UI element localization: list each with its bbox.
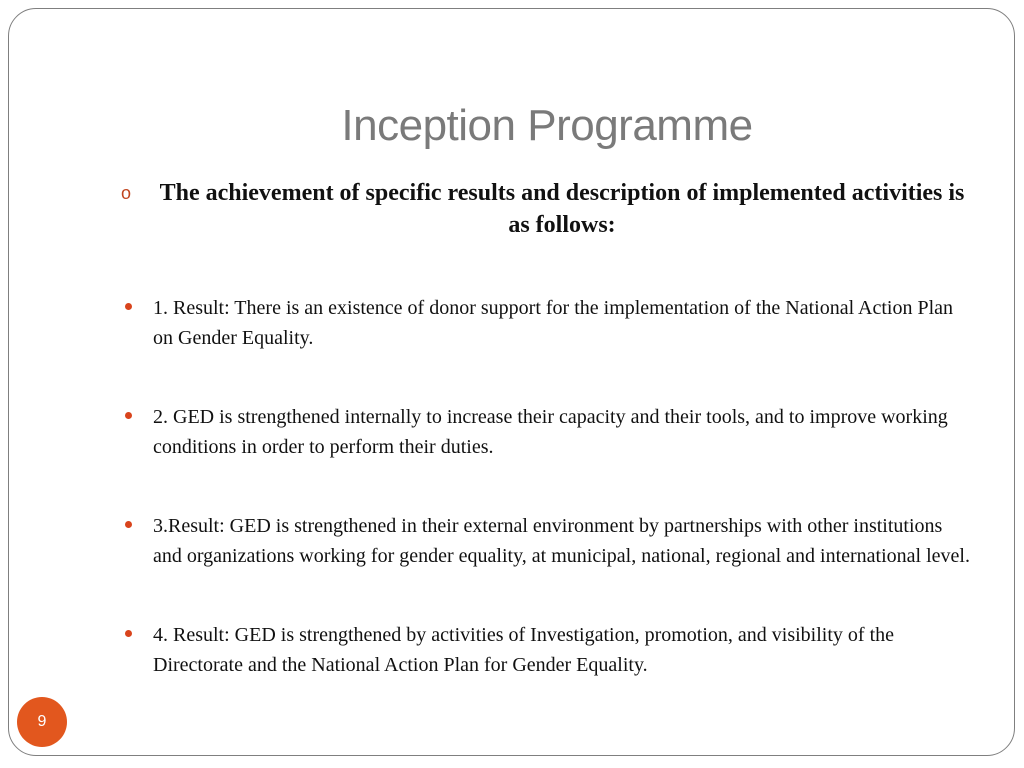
result-text: 2. GED is strengthened internally to increase their capacity and their tools, and to improve working conditions in order to perform their duties. <box>153 406 948 458</box>
bullet-dot-icon <box>125 630 132 637</box>
slide-frame <box>8 8 1015 756</box>
result-text: 1. Result: There is an existence of donor support for the implementation of the National Action Plan on Gender Equality. <box>153 297 954 349</box>
intro-bullet <box>121 177 973 241</box>
bullet-dot-icon <box>125 303 132 310</box>
hollow-circle-bullet-icon: o <box>121 183 132 203</box>
slide-title: Inception Programme <box>341 101 753 150</box>
page-number-badge: 9 <box>17 697 67 747</box>
intro-text: The achievement of specific results and description of implemented activities is as follows: <box>159 180 965 238</box>
bullet-dot-icon <box>125 521 132 528</box>
result-text: 4. Result: GED is strengthened by activities of Investigation, promotion, and visibility of the Directorate and the National Action Plan for Gender Equality. <box>153 624 895 676</box>
result-text: 3.Result: GED is strengthened in their external environment by partnerships with other institutions and organizations working for gender equality, at municipal, national, regional and international level. <box>153 515 970 567</box>
result-item-3 <box>121 511 971 571</box>
result-item-2 <box>121 402 971 462</box>
result-item-4 <box>121 620 971 680</box>
results-list <box>121 293 971 680</box>
result-item-1 <box>121 293 971 353</box>
bullet-dot-icon <box>125 412 132 419</box>
